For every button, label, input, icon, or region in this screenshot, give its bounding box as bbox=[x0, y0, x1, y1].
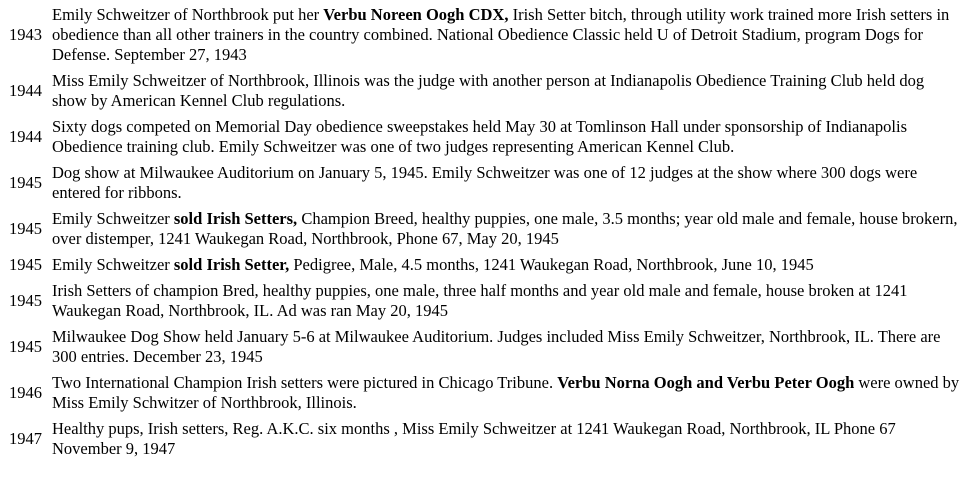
entry-text bbox=[52, 71, 970, 111]
entry-text-segment: Emily Schweitzer bbox=[52, 255, 174, 274]
entry-text-segment: Two International Champion Irish setters were pictured in Chicago Tribune. bbox=[52, 373, 558, 392]
entry-text bbox=[52, 281, 970, 321]
entry-text-segment: Champion Breed, healthy puppies, one male, 3.5 months; year old male and female, house brokern, over distemper, 1241 Waukegan Road, Northbrook, Phone 67, May 20, 1945 bbox=[52, 209, 958, 248]
entry-year: 1945 bbox=[9, 291, 42, 310]
timeline-entry bbox=[0, 163, 970, 203]
entry-text bbox=[52, 255, 970, 275]
timeline-entry bbox=[0, 117, 970, 157]
timeline-entry bbox=[0, 71, 970, 111]
entry-text-segment: Sixty dogs competed on Memorial Day obedience sweepstakes held May 30 at Tomlinson Hall under sponsorship of Indianapolis Obedience training club. Emily Schweitzer was one of two judges representing American Kennel Club. bbox=[52, 117, 908, 156]
entry-text bbox=[52, 5, 970, 65]
entry-text bbox=[52, 117, 970, 157]
entry-text-segment: Irish Setter bitch, through utility work trained more Irish setters in obedience than all other trainers in the country combined. National Obedience Classic held U of Detroit Stadium, program Dogs for Defense. September 27, 1943 bbox=[52, 5, 950, 64]
entry-year: 1945 bbox=[9, 337, 42, 356]
timeline-entry bbox=[0, 255, 970, 275]
entry-text-segment: Emily Schweitzer bbox=[52, 209, 174, 228]
entry-year: 1944 bbox=[9, 81, 42, 100]
entry-year: 1943 bbox=[9, 25, 42, 44]
entry-year: 1945 bbox=[9, 219, 42, 238]
entry-text bbox=[52, 327, 970, 367]
entry-text-segment: Milwaukee Dog Show held January 5-6 at Milwaukee Auditorium. Judges included Miss Emily Schweitzer, Northbrook, IL. There are 300 entries. December 23, 1945 bbox=[52, 327, 941, 366]
entry-text-segment: were owned by Miss Emily Schwitzer of Northbrook, Illinois. bbox=[52, 373, 960, 412]
entry-year: 1945 bbox=[9, 255, 42, 274]
entry-year: 1946 bbox=[9, 383, 42, 402]
entry-text bbox=[52, 209, 970, 249]
entry-text-bold-segment: Verbu Noreen Oogh CDX, bbox=[323, 5, 509, 24]
timeline-entry bbox=[0, 209, 970, 249]
entry-text bbox=[52, 373, 970, 413]
entry-year: 1947 bbox=[9, 429, 42, 448]
entry-text-bold-segment: sold Irish Setter, bbox=[173, 255, 290, 274]
entry-text bbox=[52, 163, 970, 203]
timeline-entry bbox=[0, 327, 970, 367]
entry-text-segment: Emily Schweitzer of Northbrook put her bbox=[52, 5, 324, 24]
entry-text-segment: Dog show at Milwaukee Auditorium on January 5, 1945. Emily Schweitzer was one of 12 judges at the show where 300 dogs were entered for ribbons. bbox=[52, 163, 918, 202]
timeline-entry bbox=[0, 419, 970, 459]
entry-text bbox=[52, 419, 970, 459]
entry-text-bold-segment: Verbu Norna Oogh and Verbu Peter Oogh bbox=[557, 373, 855, 392]
entry-year: 1944 bbox=[9, 127, 42, 146]
entry-year: 1945 bbox=[9, 173, 42, 192]
entry-text-segment: Miss Emily Schweitzer of Northbrook, Illinois was the judge with another person at Indianapolis Obedience Training Club held dog show by American Kennel Club regulations. bbox=[52, 71, 925, 110]
timeline-entry bbox=[0, 373, 970, 413]
timeline-entry bbox=[0, 5, 970, 65]
entry-text-segment: Pedigree, Male, 4.5 months, 1241 Waukegan Road, Northbrook, June 10, 1945 bbox=[289, 255, 814, 274]
entry-text-bold-segment: sold Irish Setters, bbox=[173, 209, 298, 228]
timeline-entry bbox=[0, 281, 970, 321]
entry-text-segment: Healthy pups, Irish setters, Reg. A.K.C. six months , Miss Emily Schweitzer at 1241 Waukegan Road, Northbrook, IL Phone 67 November 9, 1947 bbox=[52, 419, 896, 458]
entry-text-segment: Irish Setters of champion Bred, healthy puppies, one male, three half months and year old male and female, house broken at 1241 Waukegan Road, Northbrook, IL. Ad was ran May 20, 1945 bbox=[52, 281, 908, 320]
